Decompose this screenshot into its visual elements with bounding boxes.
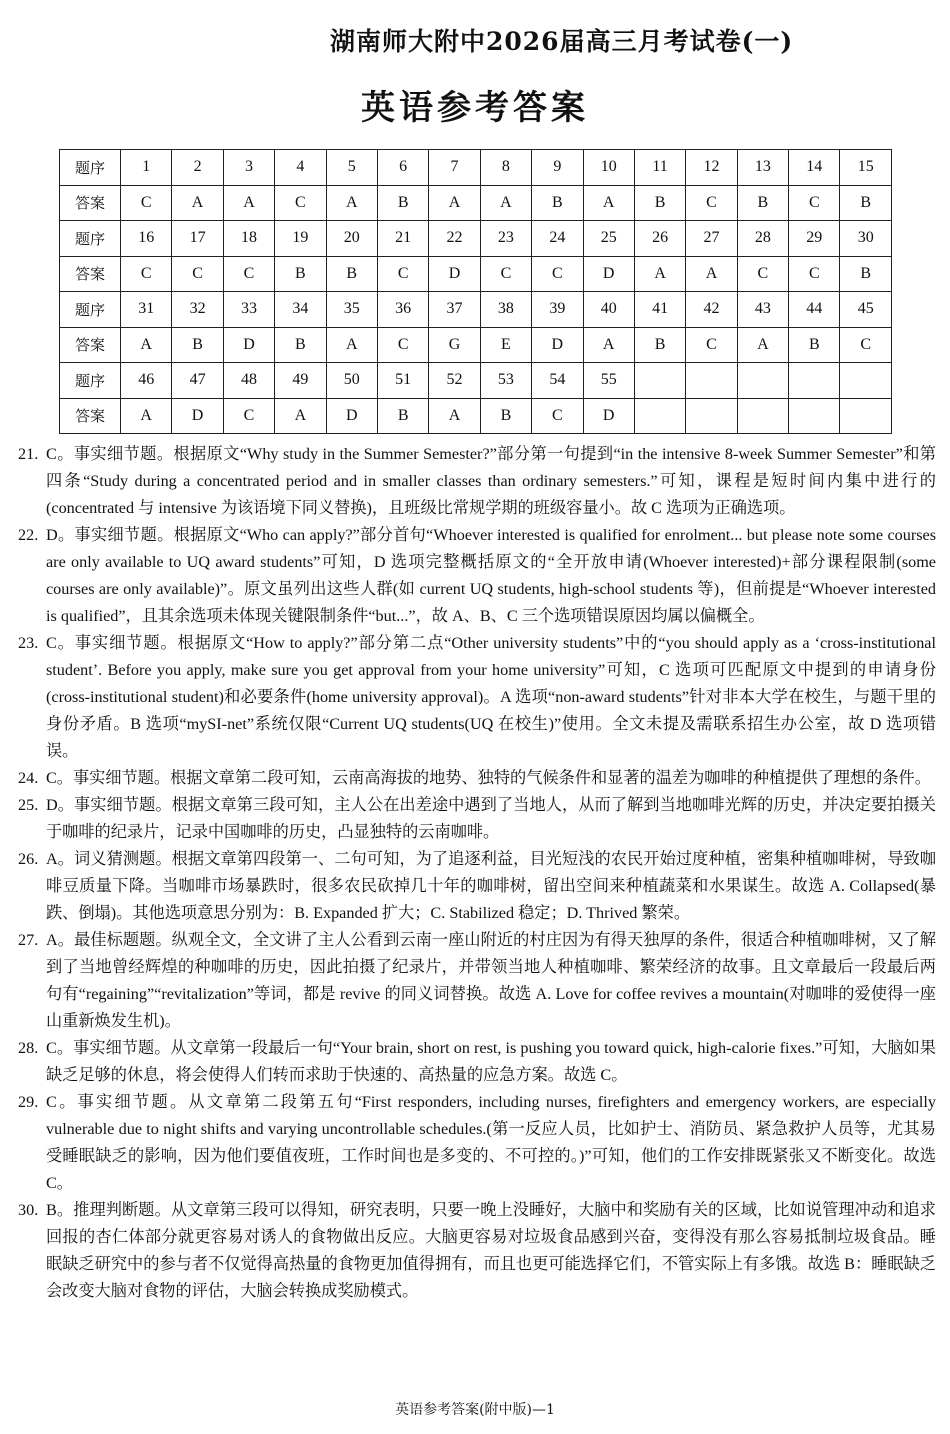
question-number-cell: 49	[275, 363, 326, 399]
explanation-item	[18, 1089, 936, 1197]
answer-cell: B	[634, 327, 685, 363]
question-number-cell: 29	[789, 221, 840, 257]
answer-cell: A	[429, 398, 480, 434]
question-number-cell	[686, 363, 737, 399]
answer-cell: D	[172, 398, 223, 434]
question-number-cell: 1	[121, 150, 172, 186]
answer-cell: C	[377, 256, 428, 292]
explanation-item	[18, 522, 936, 630]
answer-cell: B	[840, 256, 892, 292]
question-number-cell: 52	[429, 363, 480, 399]
explanation-text: A。词义猜测题。根据文章第四段第一、二句可知，为了追逐利益，目光短浅的农民开始过度种植，密集种植咖啡树，导致咖啡豆质量下降。当咖啡市场暴跌时，很多农民砍掉几十年的咖啡树，留出空间来种植蔬菜和水果谋生。故选 A. Collapsed(暴跌、倒塌)。其他选项意思分别为：B. Expanded 扩大；C. Stabilized 稳定；D. Thrived 繁荣。	[46, 850, 936, 922]
subject-title: 英语参考答案	[361, 88, 589, 128]
answer-cell: C	[172, 256, 223, 292]
question-number-cell: 27	[686, 221, 737, 257]
question-number-cell: 7	[429, 150, 480, 186]
question-number-cell: 47	[172, 363, 223, 399]
answer-cell: C	[377, 327, 428, 363]
question-number-cell: 42	[686, 292, 737, 328]
explanation-item	[18, 630, 936, 765]
question-number-cell: 30	[840, 221, 892, 257]
question-number-cell: 28	[737, 221, 788, 257]
answer-cell: B	[532, 185, 583, 221]
row-label: 题序	[60, 221, 121, 257]
answer-cell: A	[121, 398, 172, 434]
answer-cell: C	[686, 185, 737, 221]
question-number-cell: 26	[634, 221, 685, 257]
explanation-text: D。事实细节题。根据原文“Who can apply?”部分首句“Whoever interested is qualified for enrolment... but please note some courses are only available to UQ award students”可知，D 选项完整概括原文的“全开放申请(Whoever interested)+部分课程限制(some courses are only available)”。原文虽列出这些人群(如 current UQ students, high-school students 等)，但前提是“Whoever interested is qualified”，且其余选项未体现关键限制条件“but...”，故 A、B、C 三个选项错误原因均属以偏概全。	[46, 526, 936, 625]
question-number-cell: 41	[634, 292, 685, 328]
answer-cell: A	[223, 185, 274, 221]
question-number-cell: 11	[634, 150, 685, 186]
question-number-cell: 32	[172, 292, 223, 328]
explanation-text: C。事实细节题。从文章第二段第五句“First responders, including nurses, firefighters and emergency workers, are especially vulnerable due to night shifts and varying uncontrollable schedules.(第一反应人员，比如护士、消防员、紧急救护人员等，尤其易受睡眠缺乏的影响，因为他们要值夜班，工作时间也是多变的、不可控的。)”可知，他们的工作安排既紧张又不断变化。故选 C。	[46, 1093, 936, 1192]
question-number-cell: 23	[480, 221, 531, 257]
explanation-text: C。事实细节题。根据原文“How to apply?”部分第二点“Other university students”中的“you should apply as a ‘cross-institutional student’. Before you apply, make sure you get approval from your home university”可知，C 选项可匹配原文中提到的申请身份(cross-institutional student)和必要条件(home university approval)。A 选项“non-award students”针对非本大学在校生，与题干里的身份矛盾。B 选项“mySI-net”系统仅限“Current UQ students(UQ 在校生)”使用。全文未提及需联系招生办公室，故 D 选项错误。	[46, 634, 936, 760]
answer-cell: D	[326, 398, 377, 434]
explanation-item	[18, 441, 936, 522]
explanation-text: A。最佳标题题。纵观全文，全文讲了主人公看到云南一座山附近的村庄因为有得天独厚的条件，很适合种植咖啡树，又了解到了当地曾经辉煌的种咖啡的历史，因此拍摄了纪录片，并带领当地人种植咖啡、繁荣经济的故事。且文章最后一段最后两句有“regaining”“revitalization”等词，都是 revive 的同义词替换。故选 A. Love for coffee revives a mountain(对咖啡的爱使得一座山重新焕发生机)。	[46, 931, 936, 1030]
answer-cell: A	[121, 327, 172, 363]
answer-cell: C	[686, 327, 737, 363]
question-number-cell: 38	[480, 292, 531, 328]
answer-cell: A	[326, 185, 377, 221]
answer-cell	[737, 398, 788, 434]
row-label: 答案	[60, 256, 121, 292]
explanation-number: 27.	[18, 931, 39, 949]
answer-cell: B	[275, 327, 326, 363]
question-number-cell: 12	[686, 150, 737, 186]
question-number-cell: 5	[326, 150, 377, 186]
explanation-text: C。事实细节题。从文章第一段最后一句“Your brain, short on rest, is pushing you toward quick, high-calorie fixes.”可知，大脑如果缺乏足够的休息，将会使得人们转而求助于快速的、高热量的应急方案。故选 C。	[46, 1039, 936, 1084]
answer-cell: A	[583, 185, 634, 221]
question-number-cell: 21	[377, 221, 428, 257]
explanation-item	[18, 765, 936, 792]
answer-cell: C	[223, 256, 274, 292]
explanation-text: C。事实细节题。根据原文“Why study in the Summer Semester?”部分第一句提到“in the intensive 8-week Summer Semester”和第四条“Study during a concentrated period and in smaller classes than ordinary semesters.”可知，课程是短时间内集中进行的(concentrated 与 intensive 为该语境下同义替换)，且班级比常规学期的班级容量小。故 C 选项为正确选项。	[46, 445, 936, 517]
explanation-number: 23.	[18, 634, 39, 652]
exam-title: 湖南师大附中2026届高三月考试卷(一)	[330, 27, 794, 56]
explanation-item	[18, 1035, 936, 1089]
row-label: 题序	[60, 363, 121, 399]
question-number-cell: 39	[532, 292, 583, 328]
explanation-text: C。事实细节题。根据文章第二段可知，云南高海拔的地势、独特的气候条件和显著的温差为咖啡的种植提供了理想的条件。	[46, 769, 931, 787]
answer-cell: A	[480, 185, 531, 221]
answer-cell: D	[583, 256, 634, 292]
answer-cell	[686, 398, 737, 434]
question-number-cell: 10	[583, 150, 634, 186]
answer-cell: A	[737, 327, 788, 363]
question-number-cell: 48	[223, 363, 274, 399]
question-number-cell: 16	[121, 221, 172, 257]
question-number-cell: 13	[737, 150, 788, 186]
answer-cell: C	[223, 398, 274, 434]
answer-cell: B	[480, 398, 531, 434]
answer-cell: A	[429, 185, 480, 221]
question-number-cell: 15	[840, 150, 892, 186]
answer-cell: B	[789, 327, 840, 363]
answer-cell: B	[275, 256, 326, 292]
answer-cell: D	[223, 327, 274, 363]
page-footer: 英语参考答案(附中版)—1	[395, 1402, 555, 1418]
question-number-cell: 2	[172, 150, 223, 186]
question-number-cell: 6	[377, 150, 428, 186]
explanation-number: 30.	[18, 1201, 39, 1219]
question-number-cell: 9	[532, 150, 583, 186]
question-number-cell: 25	[583, 221, 634, 257]
question-number-row	[60, 363, 892, 399]
question-number-cell: 14	[789, 150, 840, 186]
question-number-row	[60, 221, 892, 257]
answer-row	[60, 256, 892, 292]
explanation-number: 25.	[18, 796, 39, 814]
explanations	[18, 441, 936, 1305]
explanation-number: 26.	[18, 850, 39, 868]
question-number-cell: 37	[429, 292, 480, 328]
question-number-cell: 53	[480, 363, 531, 399]
answer-cell: C	[275, 185, 326, 221]
answer-cell	[789, 398, 840, 434]
row-label: 答案	[60, 398, 121, 434]
question-number-cell: 45	[840, 292, 892, 328]
explanation-text: B。推理判断题。从文章第三段可以得知，研究表明，只要一晚上没睡好，大脑中和奖励有关的区域，比如说管理冲动和追求回报的杏仁体部分就更容易对诱人的食物做出反应。大脑更容易对垃圾食品感到兴奋，变得没有那么容易抵制垃圾食品。睡眠缺乏研究中的参与者不仅觉得高热量的食物更加值得拥有，而且也更可能选择它们，不管实际上有多饿。故选 B：睡眠缺乏会改变大脑对食物的评估，大脑会转换成奖励模式。	[46, 1201, 936, 1300]
question-number-cell	[840, 363, 892, 399]
question-number-cell: 18	[223, 221, 274, 257]
explanation-number: 29.	[18, 1093, 39, 1111]
question-number-row	[60, 292, 892, 328]
question-number-cell: 22	[429, 221, 480, 257]
question-number-cell: 50	[326, 363, 377, 399]
answer-cell: C	[789, 185, 840, 221]
answer-cell: B	[326, 256, 377, 292]
question-number-cell: 33	[223, 292, 274, 328]
answer-cell: G	[429, 327, 480, 363]
question-number-cell: 40	[583, 292, 634, 328]
answer-cell: A	[326, 327, 377, 363]
question-number-cell: 44	[789, 292, 840, 328]
question-number-cell: 8	[480, 150, 531, 186]
question-number-cell: 20	[326, 221, 377, 257]
question-number-row	[60, 150, 892, 186]
question-number-cell: 51	[377, 363, 428, 399]
answer-cell: A	[172, 185, 223, 221]
answer-cell: A	[634, 256, 685, 292]
explanation-text: D。事实细节题。根据文章第三段可知，主人公在出差途中遇到了当地人，从而了解到当地咖啡光辉的历史，并决定要拍摄关于咖啡的纪录片，记录中国咖啡的历史，凸显独特的云南咖啡。	[46, 796, 936, 841]
answer-cell: C	[789, 256, 840, 292]
answer-cell: D	[583, 398, 634, 434]
explanation-number: 21.	[18, 445, 39, 463]
explanation-number: 24.	[18, 769, 39, 787]
answer-cell: A	[686, 256, 737, 292]
question-number-cell	[737, 363, 788, 399]
answer-cell: B	[840, 185, 892, 221]
explanation-item	[18, 846, 936, 927]
explanation-item	[18, 1197, 936, 1305]
question-number-cell: 43	[737, 292, 788, 328]
question-number-cell: 31	[121, 292, 172, 328]
row-label: 题序	[60, 292, 121, 328]
answer-cell: A	[275, 398, 326, 434]
answer-cell	[840, 398, 892, 434]
answer-cell: D	[532, 327, 583, 363]
answer-cell: A	[583, 327, 634, 363]
question-number-cell: 36	[377, 292, 428, 328]
answer-cell: B	[377, 185, 428, 221]
question-number-cell: 34	[275, 292, 326, 328]
question-number-cell: 54	[532, 363, 583, 399]
question-number-cell: 24	[532, 221, 583, 257]
answer-cell: C	[121, 185, 172, 221]
row-label: 题序	[60, 150, 121, 186]
answer-cell: B	[737, 185, 788, 221]
answer-table	[59, 149, 892, 434]
row-label: 答案	[60, 327, 121, 363]
question-number-cell: 19	[275, 221, 326, 257]
explanation-number: 22.	[18, 526, 39, 544]
explanation-item	[18, 792, 936, 846]
question-number-cell: 46	[121, 363, 172, 399]
answer-cell: C	[532, 398, 583, 434]
question-number-cell: 55	[583, 363, 634, 399]
answer-cell: B	[172, 327, 223, 363]
row-label: 答案	[60, 185, 121, 221]
answer-cell: C	[840, 327, 892, 363]
question-number-cell	[634, 363, 685, 399]
answer-row	[60, 398, 892, 434]
question-number-cell: 17	[172, 221, 223, 257]
explanation-number: 28.	[18, 1039, 39, 1057]
answer-cell: C	[121, 256, 172, 292]
answer-cell: E	[480, 327, 531, 363]
question-number-cell: 35	[326, 292, 377, 328]
question-number-cell	[789, 363, 840, 399]
answer-cell: C	[532, 256, 583, 292]
answer-cell: B	[634, 185, 685, 221]
answer-cell: C	[480, 256, 531, 292]
answer-cell: B	[377, 398, 428, 434]
explanation-item	[18, 927, 936, 1035]
answer-row	[60, 185, 892, 221]
answer-row	[60, 327, 892, 363]
answer-cell: D	[429, 256, 480, 292]
answer-cell: C	[737, 256, 788, 292]
question-number-cell: 3	[223, 150, 274, 186]
answer-cell	[634, 398, 685, 434]
question-number-cell: 4	[275, 150, 326, 186]
